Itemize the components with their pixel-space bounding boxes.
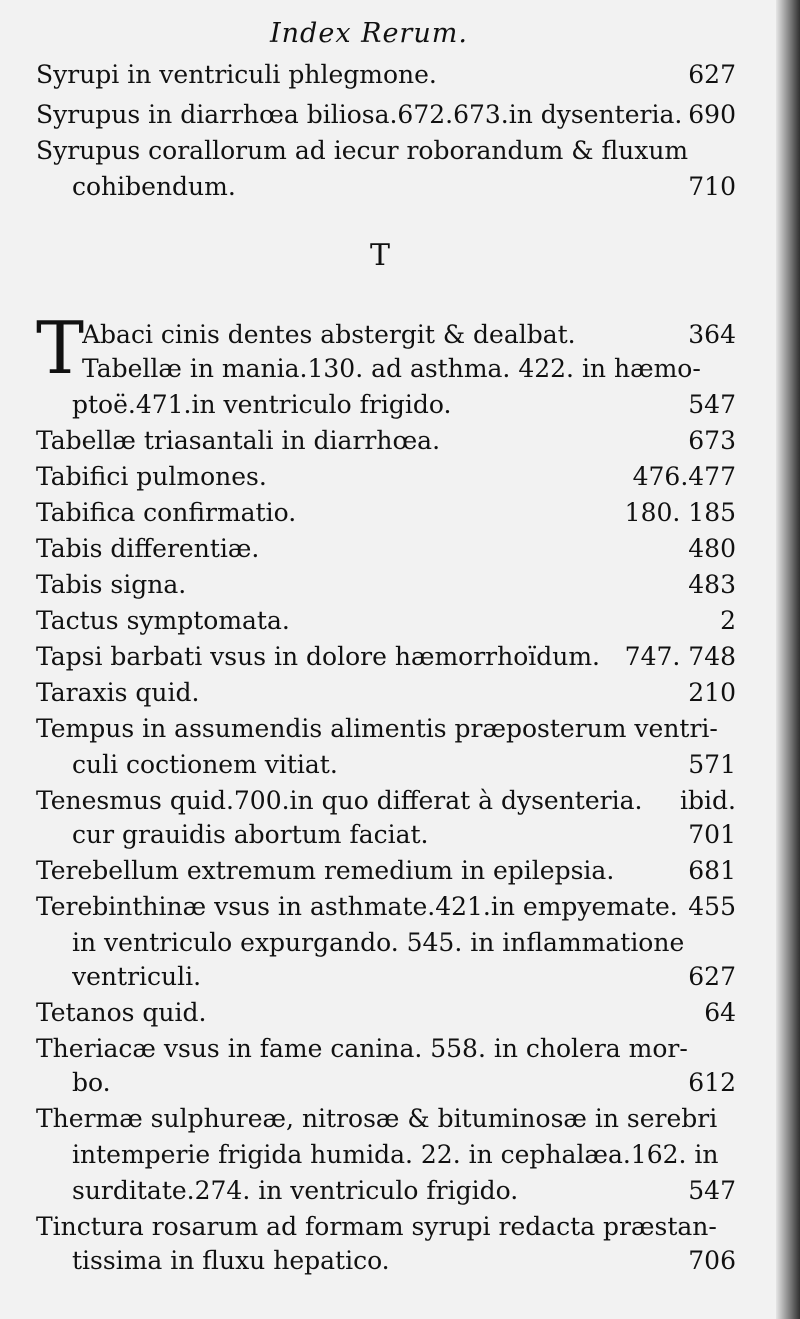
entry-text: Terebinthinæ vsus in asthmate.421.in empyemate.: [36, 892, 678, 921]
entry-text: cohibendum.: [72, 172, 236, 201]
entry-text: Tabis signa.: [36, 570, 187, 599]
entry-text: Abaci cinis dentes abstergit & dealbat.: [82, 320, 576, 349]
running-head: Index Rerum.: [270, 18, 468, 49]
entry-page: 571: [688, 750, 736, 779]
entry-page: 690: [688, 100, 736, 129]
entry-text: Tabifici pulmones.: [36, 462, 267, 491]
entry-text: bo.: [72, 1068, 111, 1097]
entry-page: 210: [688, 678, 736, 707]
entry-text: Tempus in assumendis alimentis præposterum ventri-: [36, 714, 718, 743]
index-entry: [36, 58, 736, 92]
entry-text: ptoë.471.in ventriculo frigido.: [72, 390, 452, 419]
entry-text: cur grauidis abortum faciat.: [72, 820, 429, 849]
entry-text: in ventriculo expurgando. 545. in inflammatione: [72, 928, 685, 957]
index-entry: [36, 996, 736, 1030]
entry-text: Terebellum extremum remedium in epilepsia.: [36, 856, 615, 885]
entry-page: ibid.: [680, 786, 736, 815]
index-entry: [36, 1210, 736, 1244]
index-entry: [82, 352, 736, 386]
entry-text: culi coctionem vitiat.: [72, 750, 338, 779]
entry-page: 681: [688, 856, 736, 885]
entry-page: 547: [688, 390, 736, 419]
entry-text: Tabellæ triasantali in diarrhœa.: [36, 426, 441, 455]
index-entry: [36, 604, 736, 638]
index-entry-continuation: [72, 748, 736, 782]
index-entry: [36, 676, 736, 710]
entry-text: Theriacæ vsus in fame canina. 558. in cholera mor-: [36, 1034, 688, 1063]
index-entry: [36, 712, 736, 746]
index-entry-continuation: [72, 1244, 736, 1278]
entry-text: Tabis differentiæ.: [36, 534, 260, 563]
section-letter: T: [370, 238, 391, 273]
index-entry-continuation: [72, 1138, 736, 1172]
index-entry: [36, 640, 736, 674]
entry-page: 627: [688, 962, 736, 991]
entry-page: 364: [688, 320, 736, 349]
index-entry-continuation: [72, 1066, 736, 1100]
index-entry: [36, 532, 736, 566]
index-entry-continuation: [72, 926, 736, 960]
entry-page: 476.477: [632, 462, 736, 491]
index-entry: [36, 784, 736, 818]
entry-text: Tenesmus quid.700.in quo differat à dysenteria.: [36, 786, 643, 815]
entry-page: 706: [688, 1246, 736, 1275]
entry-text: Syrupi in ventriculi phlegmone.: [36, 60, 437, 89]
entry-page: 612: [688, 1068, 736, 1097]
entry-page: 64: [704, 998, 736, 1027]
entry-text: ventriculi.: [72, 962, 202, 991]
entry-text: Tabifica confirmatio.: [36, 498, 297, 527]
entry-text: intemperie frigida humida. 22. in cephalæa.162. in: [72, 1140, 719, 1169]
index-entry: [36, 98, 736, 132]
index-entry: [36, 424, 736, 458]
entry-page: 710: [688, 172, 736, 201]
entry-text: Syrupus in diarrhœa biliosa.672.673.in dysenteria.: [36, 100, 683, 129]
entry-page: 673: [688, 426, 736, 455]
entry-text: Syrupus corallorum ad iecur roborandum & fluxum: [36, 136, 689, 165]
entry-text: Tapsi barbati vsus in dolore hæmorrhoïdum.: [36, 642, 601, 671]
index-entry: [82, 318, 736, 352]
index-entry: [36, 134, 736, 168]
index-entry-continuation: [72, 818, 736, 852]
drop-cap-initial: T: [36, 306, 85, 390]
entry-page: 701: [688, 820, 736, 849]
entry-text: Thermæ sulphureæ, nitrosæ & bituminosæ in serebri: [36, 1104, 718, 1133]
entry-text: Taraxis quid.: [36, 678, 200, 707]
index-entry: [36, 568, 736, 602]
entry-page: 747. 748: [624, 642, 736, 671]
index-entry-continuation: [72, 170, 736, 204]
entry-page: 2: [720, 606, 736, 635]
entry-text: tissima in fluxu hepatico.: [72, 1246, 390, 1275]
index-entry: [36, 854, 736, 888]
entry-text: surditate.274. in ventriculo frigido.: [72, 1176, 519, 1205]
entry-page: 180. 185: [624, 498, 736, 527]
index-entry-continuation: [72, 388, 736, 422]
entry-page: 547: [688, 1176, 736, 1205]
entry-text: Tactus symptomata.: [36, 606, 290, 635]
index-entry: [36, 1102, 736, 1136]
index-entry: [36, 460, 736, 494]
index-entry-continuation: [72, 960, 736, 994]
entry-page: 455: [688, 892, 736, 921]
index-entry: [36, 890, 736, 924]
index-entry: [36, 1032, 736, 1066]
entry-text: Tabellæ in mania.130. ad asthma. 422. in hæmo-: [82, 354, 701, 383]
entry-text: Tetanos quid.: [36, 998, 207, 1027]
entry-page: 483: [688, 570, 736, 599]
page-edge-shadow: [776, 0, 800, 1319]
entry-page: 627: [688, 60, 736, 89]
entry-text: Tinctura rosarum ad formam syrupi redacta præstan-: [36, 1212, 717, 1241]
index-entry: [36, 496, 736, 530]
entry-page: 480: [688, 534, 736, 563]
index-entry-continuation: [72, 1174, 736, 1208]
